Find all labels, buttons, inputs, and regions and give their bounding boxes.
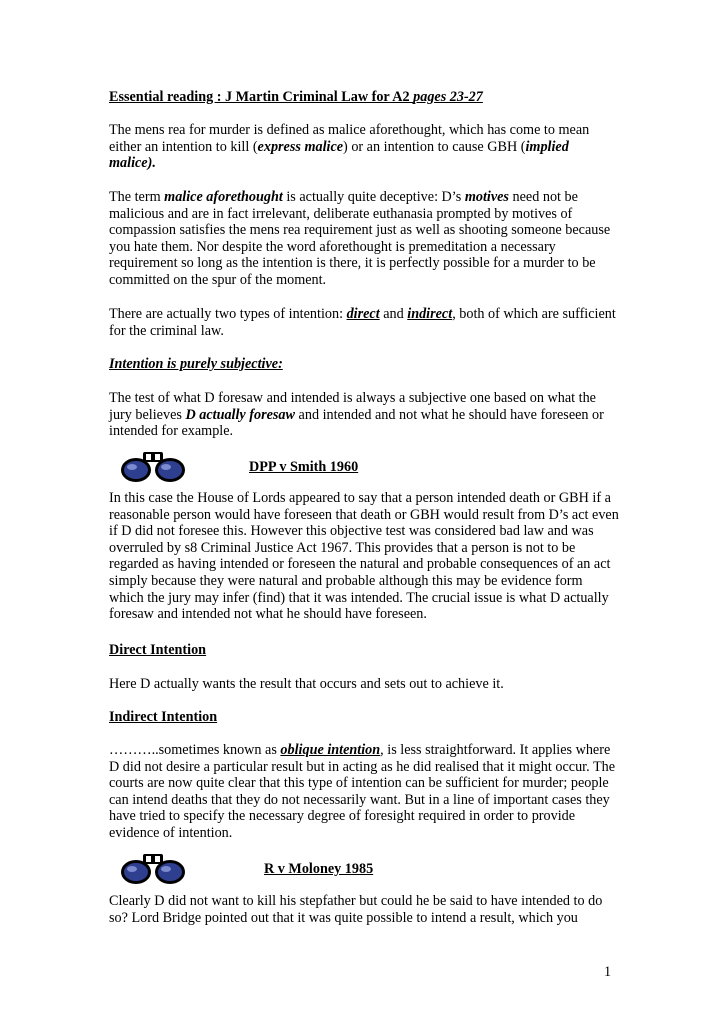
subjective-heading <box>109 356 619 373</box>
binoculars-icon <box>119 852 187 886</box>
p7-oblique-intention: oblique intention <box>280 742 381 758</box>
direct-intention-heading <box>109 642 619 659</box>
subjective-heading-text: Intention is purely subjective: <box>109 356 283 372</box>
indirect-intention-heading <box>109 709 619 726</box>
p4-text-1: The test of what D foresaw and intended is always a subjective one based on what the jury believes <box>109 390 596 423</box>
p4-actually-foresaw: D actually foresaw <box>185 406 295 423</box>
case-title-dpp-v-smith: DPP v Smith 1960 <box>249 459 359 475</box>
heading-label: Essential reading : <box>109 89 226 105</box>
heading-pages: pages 23-27 <box>413 89 483 105</box>
paragraph-direct-intention: Here D actually wants the result that occurs and sets out to achieve it. <box>109 676 504 692</box>
binoculars-icon <box>119 450 187 484</box>
p1-text-2: ) or an intention to cause GBH ( <box>343 138 526 155</box>
p4-text-2: and intended and not what he should have foreseen or intended for example. <box>109 406 604 440</box>
essential-reading-heading <box>109 89 619 106</box>
indirect-heading-text: Indirect Intention <box>109 709 218 725</box>
paragraph-dpp-v-smith: In this case the House of Lords appeared to say that a person intended death or GBH if a reasonable person would have foreseen that death or GBH would result from D’s act even if D did not foresee this. However this objective test was considered bad law and was overruled by s8 Criminal Justice Act 1967. This provides that a person is not to be regarded as having intended or foreseen the natural and probable consequences of an act simply because they were natural and probable although this may be evidence form which the jury may infer (find) that it was intended. The crucial issue is what D actually foresaw and intended not what he should have foreseen. <box>109 490 619 623</box>
p3-text-3: , both of which are sufficient for the criminal law. <box>109 306 616 339</box>
p7-text-1: ………..sometimes known as <box>109 742 281 758</box>
paragraph-moloney: Clearly D did not want to kill his stepfather but could he be said to have intended to do so? Lord Bridge pointed out that it was quite possible to intend a result, which you <box>109 893 603 926</box>
p2-text-2: is actually quite deceptive: D’s <box>282 189 465 205</box>
direct-heading-text: Direct Intention <box>109 642 207 658</box>
p1-implied-malice: implied malice). <box>109 138 569 172</box>
p3-indirect: indirect <box>407 306 453 322</box>
p2-motives: motives <box>464 189 509 205</box>
case-r-v-moloney <box>109 852 619 892</box>
case-title-r-v-moloney: R v Moloney 1985 <box>264 861 374 877</box>
paragraph-indirect-intention <box>109 742 619 842</box>
p7-text-2: , is less straightforward. It applies where D did not desire a particular result but in acting as he did realised that it might occur. The courts are now quite clear that this type of intention can be sufficient for murder; people can intend deaths that they do not necessarily want. But in a line of important cases they have tried to specify the necessary degree of foresight required in order to provide evidence of intention. <box>109 742 616 841</box>
case-dpp-v-smith <box>109 450 619 490</box>
p1-express-malice: express malice <box>257 138 344 155</box>
paragraph-two-types <box>109 306 619 339</box>
p3-text-2: and <box>379 306 408 322</box>
p2-text-3: need not be malicious and are in fact irrelevant, deliberate euthanasia prompted by motives of compassion satisfies the mens rea requirement just as well as shooting someone because you hate them. Nor despite the word aforethought is premeditation a necessary requirement so long as the intention is there, it is perfectly possible for a murder to be committed on the spur of the moment. <box>109 189 611 288</box>
paragraph-subjective-test <box>109 390 619 440</box>
p3-direct: direct <box>346 306 380 322</box>
paragraph-malice-aforethought <box>109 189 619 289</box>
p1-text-1: The mens rea for murder is defined as malice aforethought, which has come to mean either an intention to kill ( <box>109 122 590 155</box>
page-number: 1 <box>604 964 612 980</box>
p2-malice-aforethought: malice aforethought <box>164 189 283 205</box>
p2-text-1: The term <box>109 189 165 205</box>
heading-book: J Martin Criminal Law for A2 <box>225 89 414 105</box>
paragraph-mens-rea <box>109 122 619 172</box>
p3-text-1: There are actually two types of intention: <box>109 306 347 322</box>
